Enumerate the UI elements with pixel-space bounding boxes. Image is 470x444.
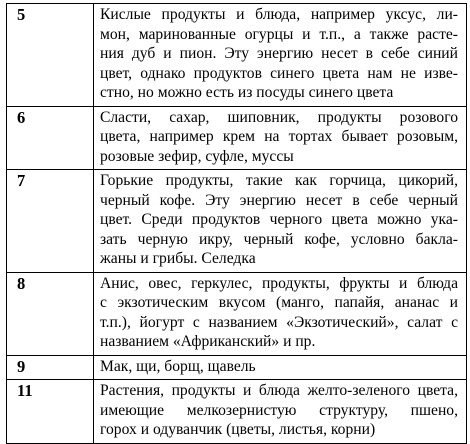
- description-line: цвет. Среди продуктов черного цвета можно ука-: [100, 211, 458, 228]
- table-body: [7, 4, 467, 444]
- description-line: названием «Африканский» и пр.: [100, 333, 316, 350]
- row-number: 9: [7, 355, 94, 380]
- table-row: [7, 106, 467, 170]
- row-description: [94, 106, 467, 170]
- description-line: Горькие продукты, такие как горчица, цикорий,: [100, 172, 458, 189]
- row-number: 6: [7, 106, 94, 170]
- row-number: 8: [7, 272, 94, 355]
- row-description: [94, 355, 467, 380]
- description-line: с экзотическим вкусом (манго, папайя, ананас и: [100, 294, 458, 311]
- description-line: горох и одуванчик (цветы, листья, корни): [100, 421, 376, 438]
- energy-foods-table: [6, 3, 467, 444]
- table-row: [7, 272, 467, 355]
- description-line: цвета, например крем на тортах бывает розовым,: [100, 128, 458, 145]
- description-line: цвет, однако продуктов синего цвета нам не изве-: [100, 64, 458, 82]
- row-number: 7: [7, 170, 94, 273]
- table-row: [7, 4, 467, 107]
- row-number: 11: [7, 380, 94, 444]
- description-line: черный кофе. Эту энергию несет в себе черный: [100, 191, 458, 209]
- description-line: стно, но можно есть из посуды синего цвета: [100, 84, 394, 101]
- table-row: [7, 170, 467, 273]
- description-line: Сласти, сахар, шиповник, продукты розового: [100, 108, 458, 126]
- description-line: т.п.), йогурт с названием «Экзотический», салат с: [100, 313, 458, 331]
- description-line: имеющие мелкозернистую структуру, пшено,: [100, 401, 458, 419]
- row-description: [94, 4, 467, 107]
- description-line: Мак, щи, борщ, щавель: [100, 357, 256, 375]
- description-line: Кислые продукты и блюда, например уксус, ли-: [100, 6, 458, 23]
- row-description: [94, 380, 467, 444]
- row-number: 5: [7, 4, 94, 107]
- table-row: [7, 380, 467, 444]
- description-line: жаны и грибы. Селедка: [100, 250, 256, 267]
- row-description: [94, 170, 467, 273]
- row-description: [94, 272, 467, 355]
- description-line: ния дуб и пион. Эту энергию несет в себе синий: [100, 45, 458, 62]
- description-line: Анис, овес, геркулес, продукты, фрукты и блюда: [100, 274, 458, 292]
- description-line: зать черную икру, черный кофе, условно бакла-: [100, 230, 458, 248]
- description-line: Растения, продукты и блюда желто-зеленого цвета,: [100, 382, 458, 399]
- description-line: мон, маринованные огурцы и т.п., а также расте-: [100, 25, 458, 43]
- description-line: розовые зефир, суфле, муссы: [100, 147, 294, 165]
- table-row: [7, 355, 467, 380]
